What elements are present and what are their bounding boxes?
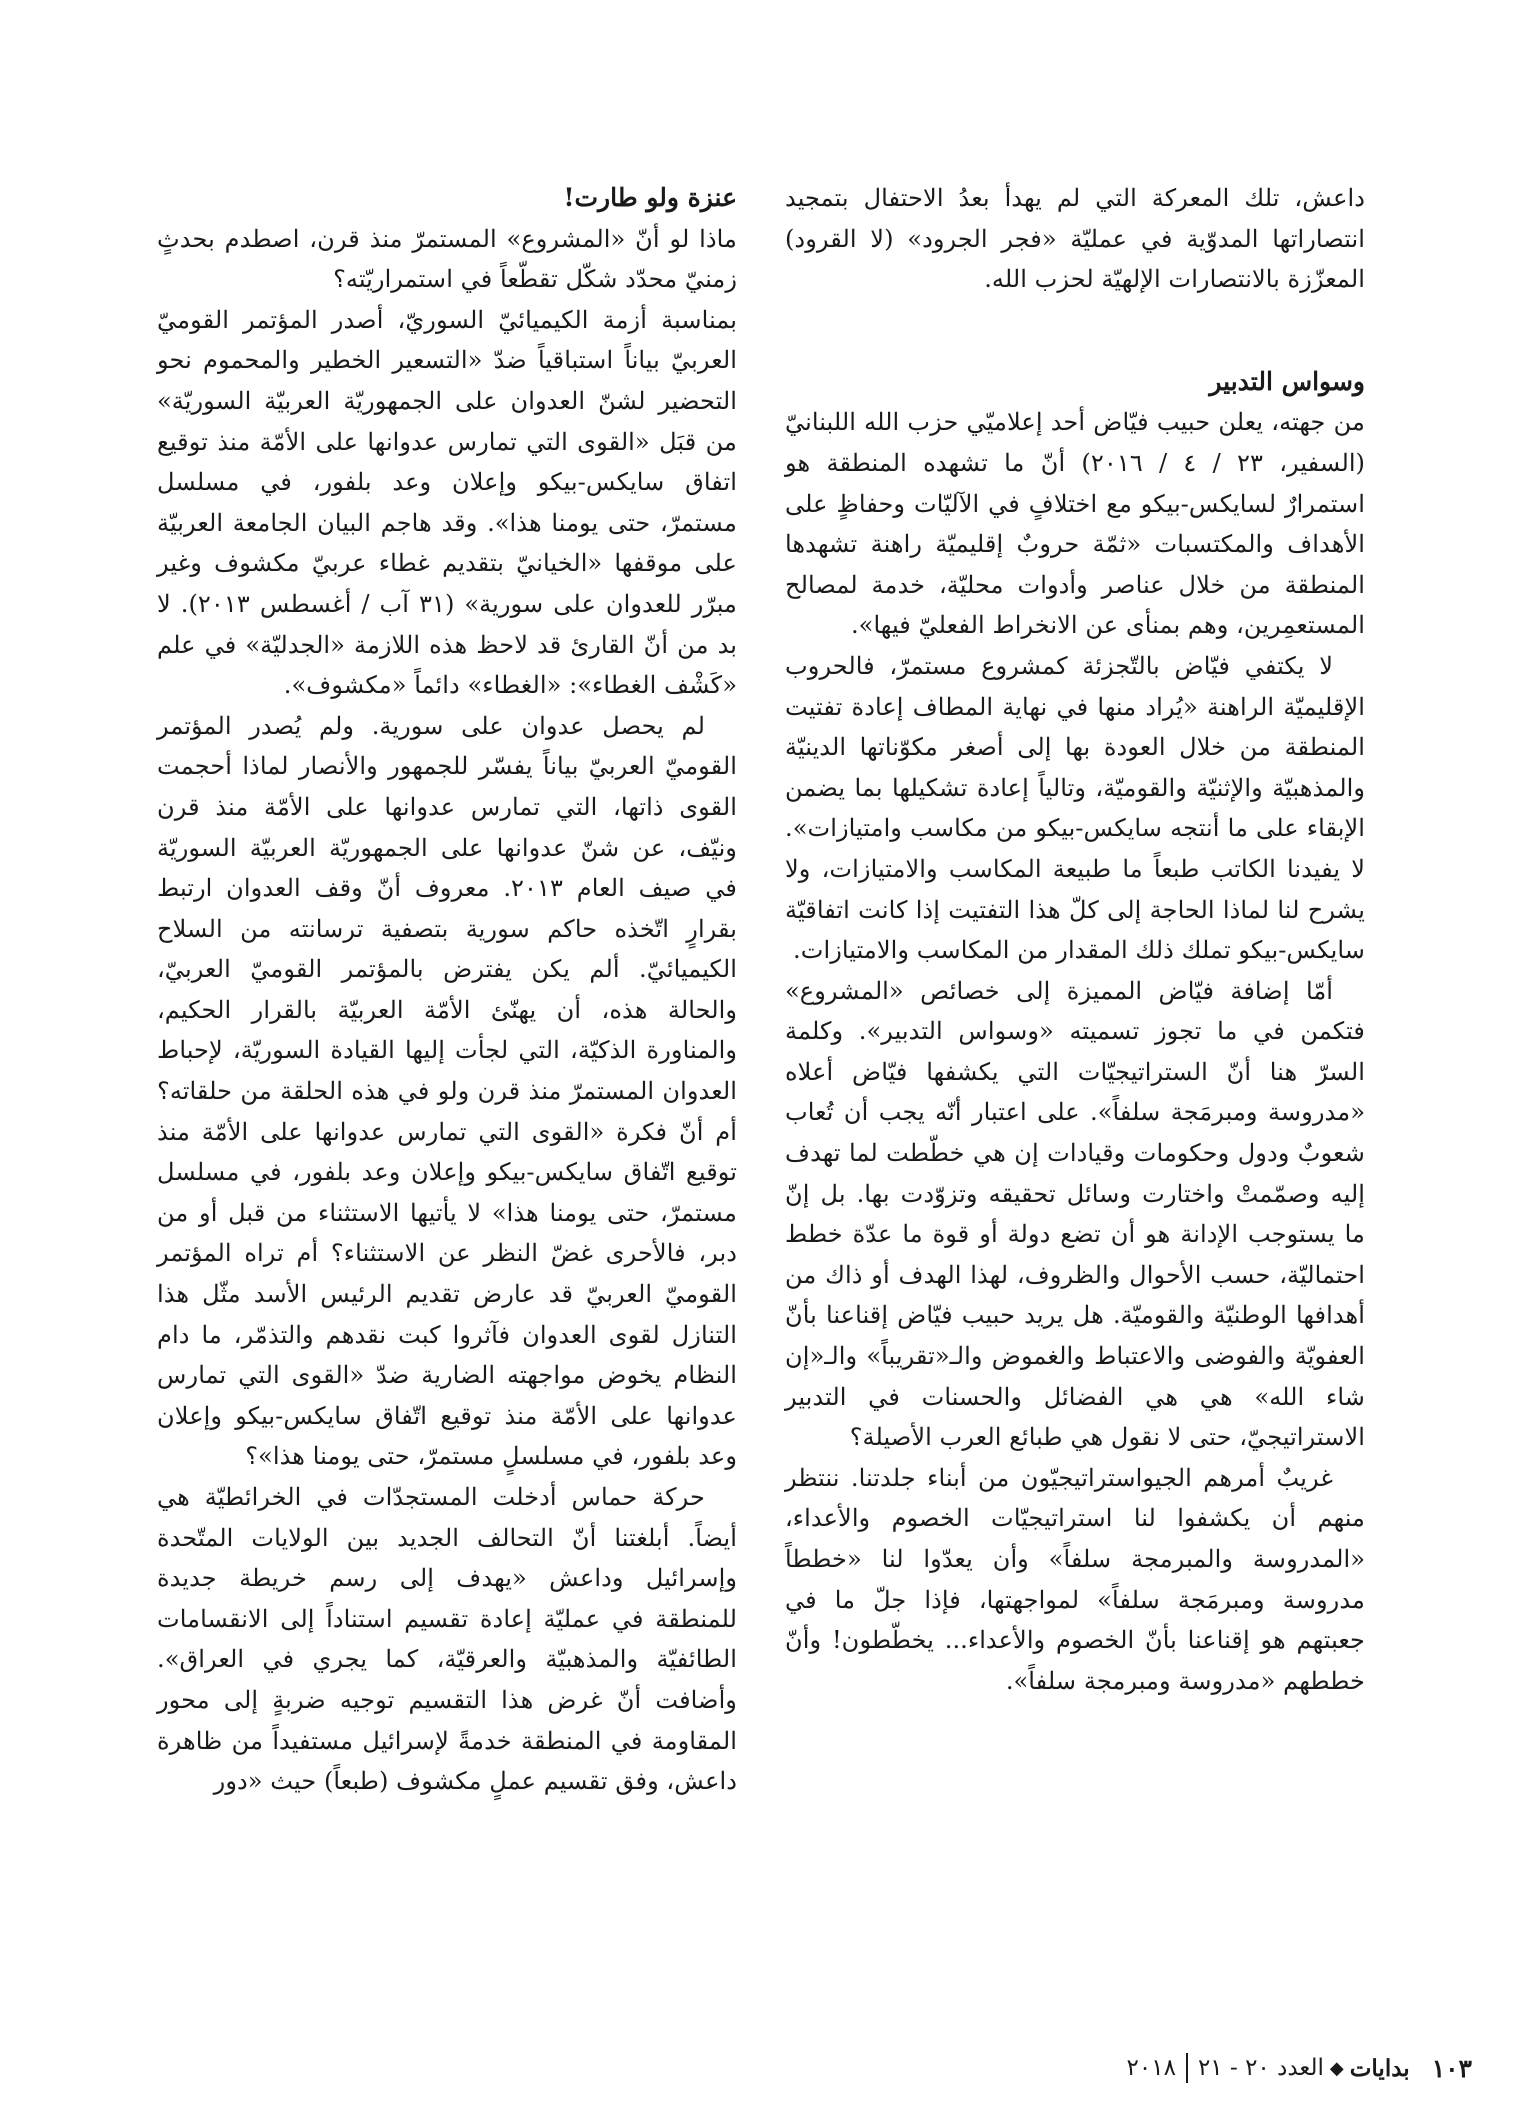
- section-spacer: [785, 300, 1365, 362]
- paragraph: لا يكتفي فيّاض بالتّجزئة كمشروع مستمرّ، فالحروب الإقليميّة الراهنة «يُراد منها في نهاية المطاف إعادة تفتيت المنطقة من خلال العودة بها إلى أصغر مكوّناتها الدينيّة والمذهبيّة والإثنيّة والقوميّة، وتالياً إعادة تشكيلها بما يضمن الإبقاء على ما أنتجه سايكس-بيكو من مكاسب وامتيازات». لا يفيدنا الكاتب طبعاً ما طبيعة المكاسب والامتيازات، ولا يشرح لنا لماذا الحاجة إلى كلّ هذا التفتيت إذا كانت اتفاقيّة سايكس-بيكو تملك ذلك المقدار من المكاسب والامتيازات.: [785, 651, 1365, 965]
- paragraph: حركة حماس أدخلت المستجدّات في الخرائطيّة هي أيضاً. أبلغتنا أنّ التحالف الجديد بين الولايات المتّحدة وإسرائيل وداعش «يهدف إلى رسم خريطة جديدة للمنطقة في عمليّة إعادة تقسيم استناداً إلى الانقسامات الطائفيّة والمذهبيّة والعرقيّة، كما يجري في العراق». وأضافت أنّ غرض هذا التقسيم توجيه ضربةٍ إلى محور المقاومة في المنطقة خدمةً لإسرائيل مستفيداً من ظاهرة داعش، وفق تقسيم عملٍ مكشوف (طبعاً) حيث «دور: [157, 1483, 737, 1796]
- paragraph: لم يحصل عدوان على سورية. ولم يُصدر المؤتمر القوميّ العربيّ بياناً يفسّر للجمهور والأنصار لماذا أحجمت القوى ذاتها، التي تمارس عدوانها على الأمّة منذ قرن ونيّف، عن شنّ عدوانها على الجمهوريّة العربيّة السوريّة في صيف العام ٢٠١٣. معروف أنّ وقف العدوان ارتبط بقرارٍ اتّخذه حاكم سورية بتصفية ترسانته من السلاح الكيميائيّ. ألم يكن يفترض بالمؤتمر القوميّ العربيّ، والحالة هذه، أن يهنّئ الأمّة العربيّة بالقرار الحكيم، والمناورة الذكيّة، التي لجأت إليها القيادة السوريّة، لإحباط العدوان المستمرّ منذ قرن ولو في هذه الحلقة من حلقاته؟ أم أنّ فكرة «القوى التي تمارس عدوانها على الأمّة منذ توقيع اتّفاق سايكس-بيكو وإعلان وعد بلفور، في مسلسل مستمرّ، حتى يومنا هذا» لا يأتيها الاستثناء من قبل أو من دبر، فالأحرى غضّ النظر عن الاستثناء؟ أم تراه المؤتمر القوميّ العربيّ قد عارض تقديم الرئيس الأسد مثّل هذا التنازل لقوى العدوان فآثروا كبت نقدهم والتذمّر، ما دام النظام يخوض مواجهته الضارية ضدّ «القوى التي تمارس عدوانها على الأمّة منذ توقيع اتّفاق سايكس-بيكو وإعلان وعد بلفور، في مسلسلٍ مستمرّ، حتى يومنا هذا»؟: [157, 711, 737, 1471]
- magazine-name: بدايات: [1349, 2054, 1410, 2082]
- section-heading: عنزة ولو طارت!: [563, 183, 737, 212]
- issue-label: العدد ٢٠ - ٢١: [1197, 2055, 1324, 2081]
- article-column-right: [785, 178, 1365, 1701]
- footer-divider: [1186, 2053, 1188, 2083]
- page-footer: [1040, 2048, 1472, 2088]
- issue-year: ٢٠١٨: [1126, 2055, 1176, 2081]
- diamond-icon: ◆: [1329, 2057, 1344, 2079]
- section-heading: وسواس التدبير: [1209, 366, 1365, 396]
- paragraph: من جهته، يعلن حبيب فيّاض أحد إعلاميّي حزب الله اللبنانيّ (السفير، ٢٣ / ٤ / ٢٠١٦) أنّ ما تشهده المنطقة هو استمرارٌ لسايكس-بيكو مع اختلافٍ في الآليّات وحفاظٍ على الأهداف والمكتسبات «ثمّة حروبٌ إقليميّة راهنة تشهدها المنطقة من خلال عناصر وأدوات محليّة، خدمة لمصالح المستعمِرين، وهم بمنأى عن الانخراط الفعليّ فيها».: [785, 408, 1365, 640]
- page-number: ١٠٣: [1431, 2053, 1472, 2083]
- paragraph: غريبٌ أمرهم الجيواستراتيجيّون من أبناء جلدتنا. ننتظر منهم أن يكشفوا لنا استراتيجيّات الخصوم والأعداء، «المدروسة والمبرمجة سلفاً» وأن يعدّوا لنا «خططاً مدروسة ومبرمَجة سلفاً» لمواجهتها، فإذا جلّ ما في جعبتهم هو إقناعنا بأنّ الخصوم والأعداء... يخطّطون! وأنّ خططهم «مدروسة ومبرمجة سلفاً».: [785, 1463, 1365, 1695]
- paragraph: داعش، تلك المعركة التي لم يهدأ بعدُ الاحتفال بتمجيد انتصاراتها المدوّية في عمليّة «فجر الجرود» (لا القرود) المعزّزة بالانتصارات الإلهيّة لحزب الله.: [785, 184, 1365, 294]
- paragraph: أمّا إضافة فيّاض المميزة إلى خصائص «المشروع» فتكمن في ما تجوز تسميته «وسواس التدبير». وكلمة السرّ هنا أنّ الستراتيجيّات التي يكشفها فيّاض أعلاه «مدروسة ومبرمَجة سلفاً». على اعتبار أنّه يجب أن تُعاب شعوبٌ ودول وحكومات وقيادات إن هي خطّطت لما تهدف إليه وصمّمتْ واختارت وسائل تحقيقه وتزوّدت بها. بل إنّ ما يستوجب الإدانة هو أن تضع دولة أو قوة ما عدّة خطط احتماليّة، حسب الأحوال والظروف، لهذا الهدف أو ذاك من أهدافها الوطنيّة والقوميّة. هل يريد حبيب فيّاض إقناعنا بأنّ العفويّة والفوضى والاعتباط والغموض والـ«تقريباً» والـ«إن شاء الله» هي هي الفضائل والحسنات في التدبير الاستراتيجيّ، حتى لا نقول هي طبائع العرب الأصيلة؟: [785, 976, 1365, 1452]
- article-column-left: [157, 178, 737, 1802]
- paragraph: ماذا لو أنّ «المشروع» المستمرّ منذ قرن، اصطدم بحدثٍ زمنيّ محدّد شكّل تقطّعاً في استمراريّته؟: [157, 224, 737, 294]
- paragraph: بمناسبة أزمة الكيميائيّ السوريّ، أصدر المؤتمر القوميّ العربيّ بياناً استباقياً ضدّ «التسعير الخطير والمحموم نحو التحضير لشنّ العدوان على الجمهوريّة العربيّة السوريّة» من قبَل «القوى التي تمارس عدوانها على الأمّة منذ توقيع اتفاق سايكس-بيكو وإعلان وعد بلفور، في مسلسل مستمرّ، حتى يومنا هذا». وقد هاجم البيان الجامعة العربيّة على موقفها «الخيانيّ بتقديم غطاء عربيّ مكشوف وغير مبرّر للعدوان على سورية» (٣١ آب / أغسطس ٢٠١٣). لا بد من أنّ القارئ قد لاحظ هذه اللازمة «الجدليّة» في علم «كَشْف الغطاء»: «الغطاء» دائماً «مكشوف».: [157, 305, 737, 700]
